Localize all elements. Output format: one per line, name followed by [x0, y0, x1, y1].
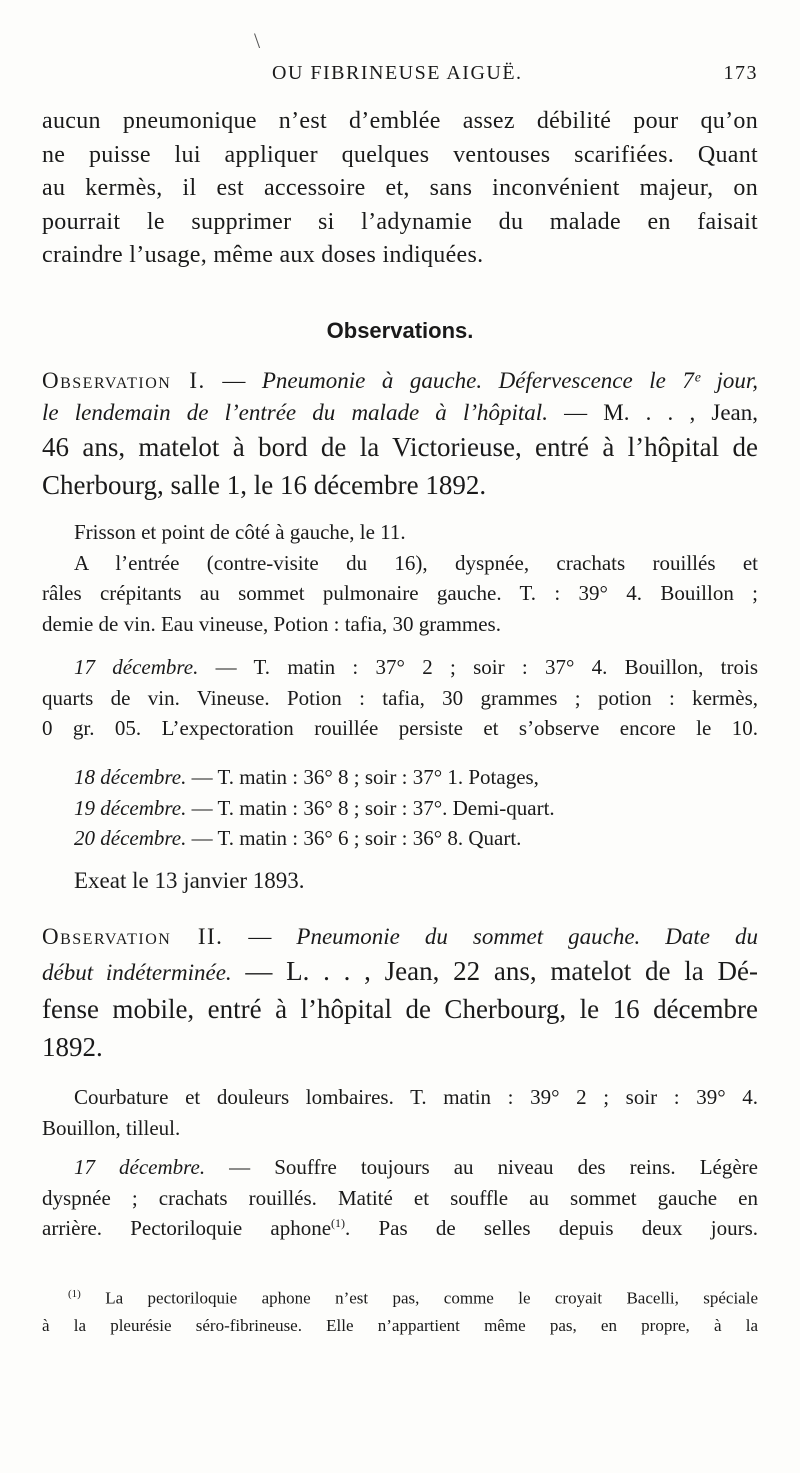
observation-1-body — [42, 520, 758, 642]
intro-paragraph — [42, 108, 758, 276]
text-line — [42, 368, 758, 400]
entry-text: — Souffre toujours au niveau des reins. Légère — [205, 1155, 758, 1179]
footnote — [42, 1288, 758, 1344]
entry-text: — T. matin : 36° 8 ; soir : 37° 1. Potages, — [186, 765, 539, 789]
text-line: 1892. — [42, 1032, 103, 1062]
text-line: râles crépitants au sommet pulmonaire gauche. T. : 39° 4. Bouillon ; — [42, 581, 758, 605]
text-line — [42, 1216, 758, 1247]
patient-info: — L. . . , Jean, 22 ans, matelot de la Dé- — [231, 956, 758, 986]
observation-label: Observation I. — [42, 368, 206, 393]
text-line: 46 ans, matelot à bord de la Victorieuse, entré à l’hôpital de — [42, 432, 758, 462]
observation-title-cont: début indéterminée. — [42, 960, 232, 985]
observation-2-body — [42, 1085, 758, 1146]
date-label: 17 décembre. — [74, 1155, 206, 1179]
footnote-reference[interactable]: (1) — [331, 1216, 346, 1230]
date-label: 17 décembre. — [74, 655, 199, 679]
observation-title: Pneumonie du sommet gauche. Date du — [296, 924, 758, 949]
text-line: quarts de vin. Vineuse. Potion : tafia, 30 grammes ; potion : kermès, — [42, 685, 758, 710]
page-number: 173 — [723, 62, 758, 84]
text-line — [42, 765, 758, 796]
text-line: Frisson et point de côté à gauche, le 11. — [74, 520, 406, 544]
text-line: Cherbourg, salle 1, le 16 décembre 1892. — [42, 470, 487, 500]
entry-text: — T. matin : 37° 2 ; soir : 37° 4. Bouillon, trois — [198, 655, 759, 679]
dash: — — [205, 368, 262, 393]
text-line: Bouillon, tilleul. — [42, 1115, 181, 1140]
text-line: aucun pneumonique n’est d’emblée assez débilité pour qu’on — [42, 108, 758, 134]
text-line: Courbature et douleurs lombaires. T. matin : 39° 2 ; soir : 39° 4. — [74, 1085, 758, 1109]
entry-text: — T. matin : 36° 6 ; soir : 36° 8. Quart. — [186, 826, 522, 850]
date-label: 19 décembre. — [74, 795, 187, 820]
stray-mark: \ — [254, 28, 261, 53]
observation-1-header — [42, 368, 758, 508]
observation-2-header — [42, 924, 758, 1070]
text-line — [42, 1155, 758, 1186]
observation-1-days — [42, 765, 758, 857]
observation-2-day-17 — [42, 1155, 758, 1247]
text-line — [42, 956, 758, 994]
text-line — [42, 796, 758, 827]
text-line: fense mobile, entré à l’hôpital de Cherbourg, le 16 décembre — [42, 994, 758, 1024]
entry-text: . Pas de selles depuis deux jours. — [345, 1216, 758, 1240]
patient-info: — M. . . , Jean, — [547, 400, 758, 425]
observation-title: Pneumonie à gauche. Défervescence le 7ᵉ jour, — [261, 368, 758, 393]
date-label: 20 décembre. — [74, 826, 187, 850]
observation-label: Observation II. — [42, 924, 224, 949]
text-line: craindre l’usage, même aux doses indiquées. — [42, 242, 484, 268]
section-heading: Observations. — [326, 318, 474, 343]
footnote-text: La pectoriloquie aphone n’est pas, comme le croyait Bacelli, spéciale — [80, 1288, 758, 1308]
observation-1-day-17 — [42, 655, 758, 747]
text-line: à la pleurésie séro-fibrineuse. Elle n’appartient même pas, en propre, à la — [42, 1316, 758, 1335]
text-line: Exeat le 13 janvier 1893. — [74, 868, 305, 893]
text-line: 0 gr. 05. L’expectoration rouillée persiste et s’observe encore le 10. — [42, 716, 758, 740]
text-line: pourrait le supprimer si l’adynamie du malade en faisait — [42, 208, 758, 235]
text-line: ne puisse lui appliquer quelques ventouses scarifiées. Quant — [42, 141, 758, 168]
exeat-line — [42, 868, 758, 899]
observation-title-cont: le lendemain de l’entrée du malade à l’hôpital. — [42, 400, 548, 425]
entry-text: — T. matin : 36° 8 ; soir : 37°. Demi-quart. — [186, 795, 555, 820]
running-header — [42, 62, 758, 92]
dash: — — [223, 924, 297, 949]
text-line — [42, 400, 758, 432]
text-line: dyspnée ; crachats rouillés. Matité et souffle au sommet gauche en — [42, 1185, 758, 1210]
text-line — [42, 924, 758, 956]
text-line — [42, 1288, 758, 1316]
text-line: demie de vin. Eau vineuse, Potion : tafia, 30 grammes. — [42, 611, 501, 636]
date-label: 18 décembre. — [74, 765, 187, 789]
text-line — [42, 826, 758, 857]
entry-text: arrière. Pectoriloquie aphone — [42, 1216, 332, 1240]
text-line: au kermès, il est accessoire et, sans inconvénient majeur, on — [42, 175, 758, 201]
footnote-number: (1) — [68, 1288, 81, 1300]
text-line: A l’entrée (contre-visite du 16), dyspnée, crachats rouillés et — [74, 550, 758, 575]
text-line — [42, 655, 758, 686]
running-title: OU FIBRINEUSE AIGUË. — [272, 62, 523, 84]
